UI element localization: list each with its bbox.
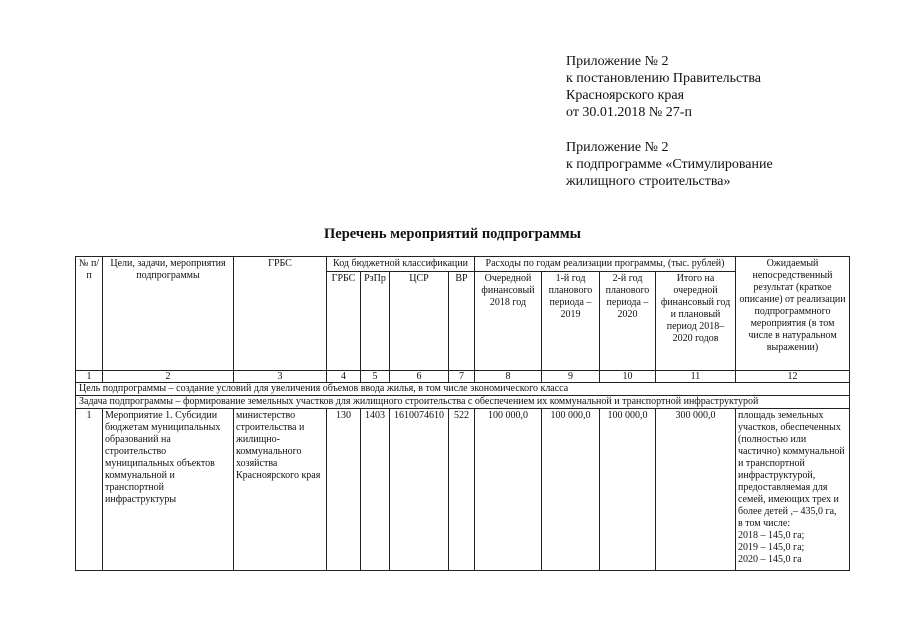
col-header-goals: Цели, задачи, мероприятия подпрограммы — [103, 257, 234, 371]
column-number: 8 — [475, 371, 542, 383]
row-grbs: министерство строительства и жилищно-коммунального хозяйства Красноярского края — [234, 409, 327, 571]
column-number: 3 — [234, 371, 327, 383]
header-line: Приложение № 2 — [566, 140, 669, 155]
column-number: 1 — [76, 371, 103, 383]
header-line: к подпрограмме «Стимулирование — [566, 157, 773, 172]
row-num: 1 — [76, 409, 103, 571]
appendix-header-subprogram — [566, 139, 773, 190]
table-header-row — [76, 257, 850, 272]
header-line: от 30.01.2018 № 27-п — [566, 105, 692, 120]
col-header-code-grbs: ГРБС — [327, 272, 361, 371]
row-goals: Мероприятие 1. Субсидии бюджетам муниципальных образований на строительство муниципальных объектов коммунальной и транспортной инфраструктуры — [103, 409, 234, 571]
col-header-num: № п/п — [76, 257, 103, 371]
header-line: к постановлению Правительства — [566, 71, 762, 86]
col-header-exp-2020: 2-й год планового периода – 2020 — [600, 272, 656, 371]
header-line: Красноярского края — [566, 88, 685, 103]
column-number-row — [76, 371, 850, 383]
column-number: 12 — [736, 371, 850, 383]
goal-row — [76, 383, 850, 396]
result-line: 2018 – 145,0 га; — [738, 530, 805, 541]
row-exp-2018: 100 000,0 — [475, 409, 542, 571]
col-header-grbs: ГРБС — [234, 257, 327, 371]
row-exp-total: 300 000,0 — [656, 409, 736, 571]
row-code-grbs: 130 — [327, 409, 361, 571]
col-header-budget-code: Код бюджетной классификации — [327, 257, 475, 272]
result-line: в том числе: — [738, 518, 791, 529]
row-exp-2020: 100 000,0 — [600, 409, 656, 571]
header-line: жилищного строительства» — [566, 174, 731, 189]
column-number: 5 — [361, 371, 390, 383]
col-header-expenses: Расходы по годам реализации программы, (тыс. рублей) — [475, 257, 736, 272]
column-number: 2 — [103, 371, 234, 383]
col-header-code-rzpr: РзПр — [361, 272, 390, 371]
result-line: 2019 – 145,0 га; — [738, 542, 805, 553]
page-title: Перечень мероприятий подпрограммы — [324, 226, 581, 242]
row-exp-2019: 100 000,0 — [542, 409, 600, 571]
column-number: 11 — [656, 371, 736, 383]
result-line: 2020 – 145,0 га — [738, 554, 802, 565]
column-number: 4 — [327, 371, 361, 383]
task-text: Задача подпрограммы – формирование земельных участков для жилищного строительства с обеспечением их коммунальной и транспортной инфраструктурой — [76, 396, 850, 409]
col-header-exp-2019: 1-й год планового периода – 2019 — [542, 272, 600, 371]
row-code-csr: 1610074610 — [390, 409, 449, 571]
appendix-header-resolution — [566, 53, 761, 121]
column-number: 6 — [390, 371, 449, 383]
column-number: 7 — [449, 371, 475, 383]
header-line: Приложение № 2 — [566, 54, 669, 69]
row-code-rzpr: 1403 — [361, 409, 390, 571]
col-header-code-vr: ВР — [449, 272, 475, 371]
goal-text: Цель подпрограммы – создание условий для увеличения объемов ввода жилья, в том числе экономического класса — [76, 383, 850, 396]
measures-table — [75, 256, 850, 571]
col-header-exp-2018: Очередной финансовый 2018 год — [475, 272, 542, 371]
col-header-result: Ожидаемый непосредственный результат (краткое описание) от реализации подпрограммного мероприятия (в том числе в натуральном выражении) — [736, 257, 850, 371]
col-header-exp-total: Итого на очередной финансовый год и плановый период 2018–2020 годов — [656, 272, 736, 371]
column-number: 9 — [542, 371, 600, 383]
row-result — [736, 409, 850, 571]
row-code-vr: 522 — [449, 409, 475, 571]
col-header-code-csr: ЦСР — [390, 272, 449, 371]
task-row — [76, 396, 850, 409]
column-number: 10 — [600, 371, 656, 383]
result-line: площадь земельных участков, обеспеченных (полностью или частично) коммунальной и транспортной инфраструктурой, предоставляемая для семей, имеющих трех и более детей ,– 435,0 га, — [738, 410, 845, 517]
table-row — [76, 409, 850, 571]
